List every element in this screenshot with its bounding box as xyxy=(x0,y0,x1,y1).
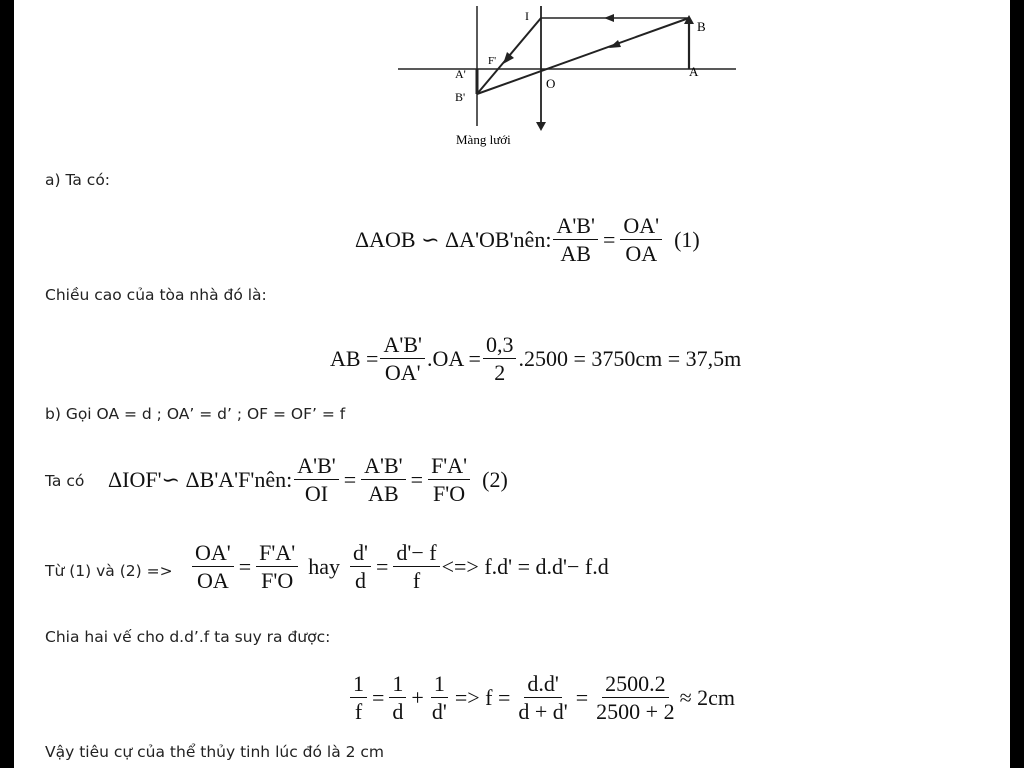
eq2-frac2-num: 0,3 xyxy=(483,333,517,359)
eq5-frac1 xyxy=(350,672,367,723)
eq5-frac2 xyxy=(389,672,406,723)
eq5-frac4-num: d.d' xyxy=(524,672,561,698)
eq1-frac1 xyxy=(553,214,598,265)
eq3-left: ΔIOF'∽ ΔB'A'F'nên: xyxy=(108,466,293,492)
eq4-frac2 xyxy=(256,541,298,592)
eq3-frac3 xyxy=(428,454,470,505)
eq1-frac2 xyxy=(620,214,662,265)
eq1-frac1-num: A'B' xyxy=(553,214,598,240)
eq4-frac2-num: F'A' xyxy=(256,541,298,567)
eq3-frac1-den: OI xyxy=(304,481,329,507)
eq4-frac2-den: F'O xyxy=(261,568,294,594)
eq3-frac1 xyxy=(294,454,339,505)
eq5-mid: => f = xyxy=(454,684,511,710)
eq5-frac3 xyxy=(429,672,450,723)
label-b: B xyxy=(697,19,706,34)
eq5-frac3-den: d' xyxy=(431,699,447,725)
eq5-frac3-num: 1 xyxy=(431,672,448,698)
eq1-frac1-den: AB xyxy=(560,241,591,267)
eq4-end: <=> f.d' = d.d'− f.d xyxy=(441,553,609,579)
ray-center-arrow xyxy=(609,40,621,48)
document-page xyxy=(14,0,1010,768)
eq5-frac4 xyxy=(515,672,570,723)
eq4-frac4-num: d'− f xyxy=(393,541,439,567)
section-a-heading: a) Ta có: xyxy=(45,171,111,189)
eq4-frac1 xyxy=(192,541,234,592)
eq1-left: ΔAOB ∽ ΔA'OB'nên: xyxy=(355,226,552,252)
eq5-frac2-den: d xyxy=(392,699,404,725)
lens-arrow-down xyxy=(536,122,546,131)
eq5-frac5-den: 2500 + 2 xyxy=(596,699,675,725)
eq2-mid: .OA = xyxy=(426,345,481,371)
height-text: Chiều cao của tòa nhà đó là: xyxy=(45,286,267,304)
eq2-frac1 xyxy=(380,333,425,384)
eq5-frac4-den: d + d' xyxy=(518,699,568,725)
eq4-frac3 xyxy=(350,541,371,592)
eq4-frac3-num: d' xyxy=(350,541,371,567)
ray-refracted-arrow xyxy=(503,52,514,64)
eq1-frac2-num: OA' xyxy=(620,214,662,240)
eq5-frac2-num: 1 xyxy=(389,672,406,698)
ta-co-label: Ta có xyxy=(45,472,85,490)
label-a: A xyxy=(689,64,699,79)
eq5-end: ≈ 2cm xyxy=(679,684,736,710)
eq2-frac2 xyxy=(483,333,517,384)
eq1-tag: (1) xyxy=(674,226,700,252)
eq3-tag: (2) xyxy=(482,466,508,492)
ray-parallel-arrow xyxy=(604,14,614,22)
tu-1-2-label: Từ (1) và (2) => xyxy=(45,562,173,580)
lens-ray-diagram xyxy=(14,0,1010,160)
eq3-frac2-num: A'B' xyxy=(361,454,406,480)
eq2-end: .2500 = 3750cm = 37,5m xyxy=(518,345,742,371)
eq3-frac3-num: F'A' xyxy=(428,454,470,480)
eq5-frac5-num: 2500.2 xyxy=(602,672,669,698)
label-i: I xyxy=(525,9,529,23)
eq3-frac3-den: F'O xyxy=(433,481,466,507)
eq3-frac2 xyxy=(361,454,406,505)
eq4-frac1-num: OA' xyxy=(192,541,234,567)
equation-4: $\frac{OA'}{OA}$ = $\frac{F'A'}{F'O}$ hay $\frac{d'}{d}$ = $\frac{d'- f}{f}$ <=> f.d' = d.d'− f.d xyxy=(190,541,609,592)
eq5-frac1-num: 1 xyxy=(350,672,367,698)
eq5-frac5 xyxy=(593,672,677,723)
eq4-hay: hay xyxy=(308,553,340,579)
label-o: O xyxy=(546,76,556,91)
eq4-frac1-den: OA xyxy=(196,568,229,594)
eq1-frac2-den: OA xyxy=(625,241,658,267)
eq4-frac4-den: f xyxy=(412,568,421,594)
equation-3: ΔIOF'∽ ΔB'A'F'nên: $\frac{A'B'}{OI}$ = $\frac{A'B'}{AB}$ = $\frac{F'A'}{F'O}$ (2) xyxy=(108,453,508,507)
eq5-frac1-den: f xyxy=(354,699,363,725)
eq3-frac2-den: AB xyxy=(368,481,399,507)
eq2-start: AB = xyxy=(330,345,379,371)
label-f: F' xyxy=(488,55,497,67)
eq2-frac2-den: 2 xyxy=(494,360,506,386)
label-a-image: A' xyxy=(455,67,466,81)
eq2-frac1-den: OA' xyxy=(384,360,421,386)
eq2-frac1-num: A'B' xyxy=(380,333,425,359)
diagram-caption: Màng lưới xyxy=(456,132,511,147)
label-b-image: B' xyxy=(455,90,466,104)
eq3-frac1-num: A'B' xyxy=(294,454,339,480)
eq4-frac4 xyxy=(393,541,439,592)
chia-text: Chia hai vế cho d.d’.f ta suy ra được: xyxy=(45,628,331,646)
conclusion-text: Vậy tiêu cự của thể thủy tinh lúc đó là 2 cm xyxy=(45,743,385,761)
section-b-heading: b) Gọi OA = d ; OA’ = d’ ; OF = OF’ = f xyxy=(45,405,346,423)
equation-2 xyxy=(330,333,741,384)
eq4-frac3-den: d xyxy=(354,568,366,594)
equation-5: $\frac{1}{f}$ = $\frac{1}{d}$ + $\frac{1}{d'}$ => f = $\frac{d.d'}{d + d'}$ = $\frac{2500.2}{2500 + 2}$ ≈ 2cm xyxy=(348,672,735,723)
equation-1: ΔAOB ∽ ΔA'OB'nên: $\frac{A'B'}{AB}$ = $\frac{OA'}{OA}$ (1) xyxy=(355,213,700,267)
